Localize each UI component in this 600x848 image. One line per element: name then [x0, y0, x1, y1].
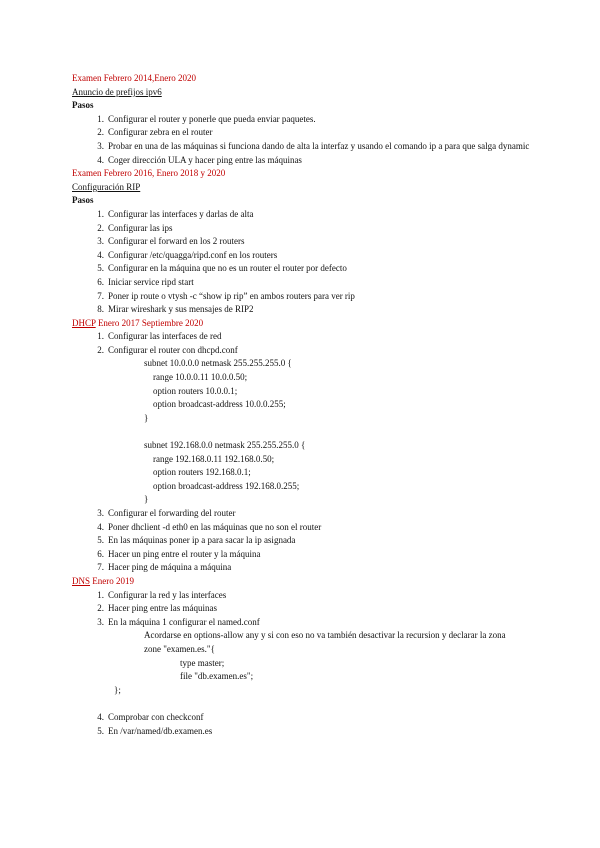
exam-dates-ipv6: Examen Febrero 2014,Enero 2020 [72, 73, 196, 83]
list-item: 3. Configurar el forwarding del router [97, 508, 236, 518]
named-conf-note: Acordarse en options-allow any y si con eso no va también desactivar la recursion y declarar la zona [144, 630, 506, 641]
list-item: 2. Configurar zebra en el router [97, 127, 213, 138]
list-item: 1. Configurar la red y las interfaces [97, 589, 227, 600]
exam-dates-rip: Examen Febrero 2016, Enero 2018 y 2020 [72, 168, 226, 179]
section-title-ipv6: Anuncio de prefijos ipv6 [72, 86, 162, 97]
list-item: 6. Hacer un ping entre el router y la máquina [97, 548, 261, 559]
section-title-dhcp: DHCP [72, 317, 96, 328]
list-item: 1. Configurar las interfaces de red [97, 331, 222, 342]
list-item: 1. Configurar el router y ponerle que pueda enviar paquetes. [97, 113, 316, 124]
code-line: type master; [180, 657, 225, 668]
code-line: zone "examen.es."{ [144, 643, 215, 654]
list-item: 4. Coger dirección ULA y hacer ping entre las máquinas [97, 154, 302, 165]
code-line [144, 425, 532, 439]
code-line: option routers 192.168.0.1; [144, 467, 251, 478]
list-item: 5. Configurar en la máquina que no es un router el router por defecto [97, 263, 347, 274]
code-line: }; [114, 684, 121, 695]
list-item: 4. Poner dhclient -d eth0 en las máquinas que no son el router [97, 521, 322, 532]
spacer [72, 697, 532, 711]
code-line: } [144, 412, 149, 423]
section-heading-dhcp [72, 317, 532, 331]
document-content [72, 72, 532, 738]
steps-label: Pasos [72, 195, 94, 206]
code-line: option broadcast-address 192.168.0.255; [144, 480, 300, 491]
list-item: 3. Probar en una de las máquinas si funciona dando de alta la interfaz y usando el comando ip a para que salga dynamic [97, 140, 530, 151]
list-item: 1. Configurar las interfaces y darlas de alta [97, 208, 254, 219]
list-item: 4. Comprobar con checkconf [97, 711, 204, 722]
exam-dates-dns: Enero 2019 [90, 575, 135, 586]
section-title-dns: DNS [72, 575, 91, 586]
list-item: 8. Mirar wireshark y sus mensajes de RIP2 [97, 304, 254, 315]
code-line: } [144, 494, 149, 505]
section-title-rip: Configuración RIP [72, 181, 141, 192]
list-item: 2. Configurar el router con dhcpd.conf [97, 344, 238, 355]
list-item: 3. En la máquina 1 configurar el named.conf [97, 616, 260, 627]
list-item: 6. Iniciar service ripd start [97, 276, 194, 287]
code-line: file "db.examen.es"; [180, 671, 254, 682]
list-item: 4. Configurar /etc/quagga/ripd.conf en los routers [97, 249, 278, 260]
steps-label: Pasos [72, 100, 94, 111]
code-line: subnet 192.168.0.0 netmask 255.255.255.0 { [144, 440, 306, 451]
list-item: 5. En /var/named/db.examen.es [97, 725, 213, 736]
code-line: range 192.168.0.11 192.168.0.50; [144, 453, 275, 464]
exam-dates-dhcp: Enero 2017 Septiembre 2020 [95, 317, 204, 328]
code-line: range 10.0.0.11 10.0.0.50; [144, 372, 248, 383]
list-item: 7. Hacer ping de máquina a máquina [97, 562, 232, 573]
list-item: 3. Configurar el forward en los 2 routers [97, 236, 245, 247]
dhcpd-config-block [72, 357, 532, 507]
code-line: option routers 10.0.0.1; [144, 385, 238, 396]
list-item: 5. En las máquinas poner ip a para sacar la ip asignada [97, 535, 296, 546]
code-line: option broadcast-address 10.0.0.255; [144, 399, 286, 410]
list-item: 7. Poner ip route o vtysh -c “show ip rip” en ambos routers para ver rip [97, 290, 355, 301]
list-item: 2. Configurar las ips [97, 222, 173, 233]
list-item: 2. Hacer ping entre las máquinas [97, 603, 217, 614]
code-line: subnet 10.0.0.0 netmask 255.255.255.0 { [144, 358, 292, 369]
section-heading-dns [72, 575, 532, 589]
